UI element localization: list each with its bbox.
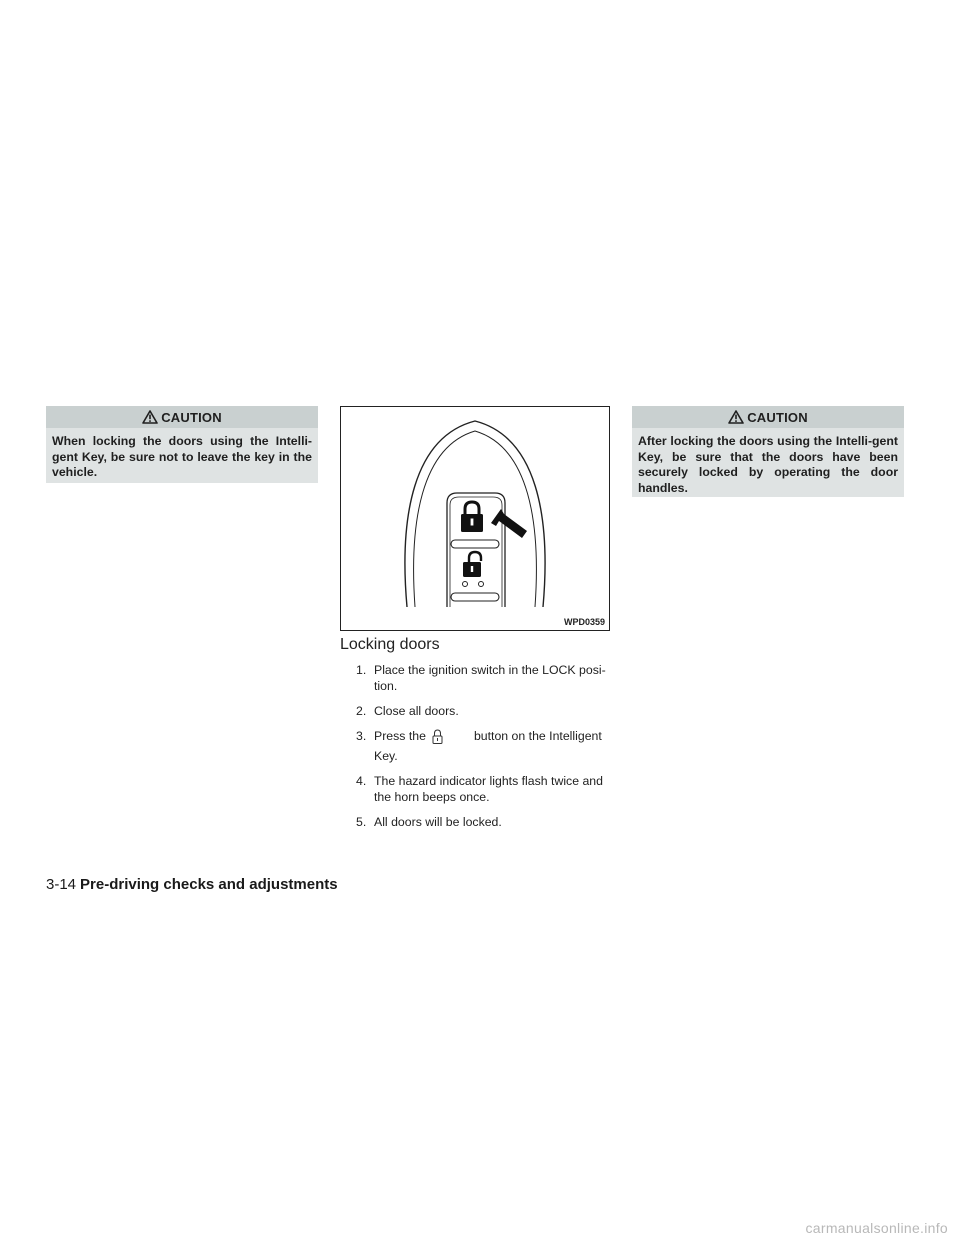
caution-heading-text: CAUTION bbox=[161, 409, 222, 425]
unlock-button-icon bbox=[463, 552, 481, 577]
caution-text: After locking the doors using the Intelli-gent Key, be sure that the doors have been securely locked by operating the door handles. bbox=[638, 434, 898, 495]
caution-heading bbox=[632, 406, 904, 428]
page-footer bbox=[46, 876, 338, 893]
caution-text: When locking the doors using the Intelli-gent Key, be sure not to leave the key in the vehicle. bbox=[52, 434, 312, 479]
watermark: carmanualsonline.info bbox=[805, 1220, 948, 1236]
caution-box-right bbox=[632, 406, 904, 497]
caution-heading-text: CAUTION bbox=[747, 409, 808, 425]
button-divider bbox=[451, 540, 499, 548]
intelligent-key-figure bbox=[340, 406, 610, 631]
page-number: 3-14 bbox=[46, 876, 77, 893]
warning-triangle-icon bbox=[142, 410, 158, 424]
step-item: 4. The hazard indicator lights flash twice and the horn beeps once. bbox=[356, 774, 603, 804]
bottom-button-bar bbox=[451, 593, 499, 601]
caution-box-left bbox=[46, 406, 318, 483]
figure-code: WPD0359 bbox=[563, 617, 605, 627]
chapter-title: Pre-driving checks and adjustments bbox=[80, 876, 338, 893]
step-item: 5. All doors will be locked. bbox=[356, 815, 502, 829]
press-arrow-icon bbox=[491, 509, 527, 538]
section-title: Locking doors bbox=[340, 636, 440, 653]
step-item: 1. Place the ignition switch in the LOCK posi-tion. bbox=[356, 663, 606, 693]
steps-list bbox=[356, 662, 612, 839]
lock-button-icon bbox=[461, 502, 483, 532]
indicator-dot-right bbox=[479, 582, 484, 587]
warning-triangle-icon bbox=[728, 410, 744, 424]
button-panel-outline bbox=[447, 493, 505, 607]
caution-heading bbox=[46, 406, 318, 428]
step-item: 3. Press the button on the Intelligent Key. bbox=[356, 729, 602, 763]
indicator-dot-left bbox=[463, 582, 468, 587]
intelligent-key-illustration bbox=[341, 407, 609, 630]
step-item: 2. Close all doors. bbox=[356, 704, 459, 718]
